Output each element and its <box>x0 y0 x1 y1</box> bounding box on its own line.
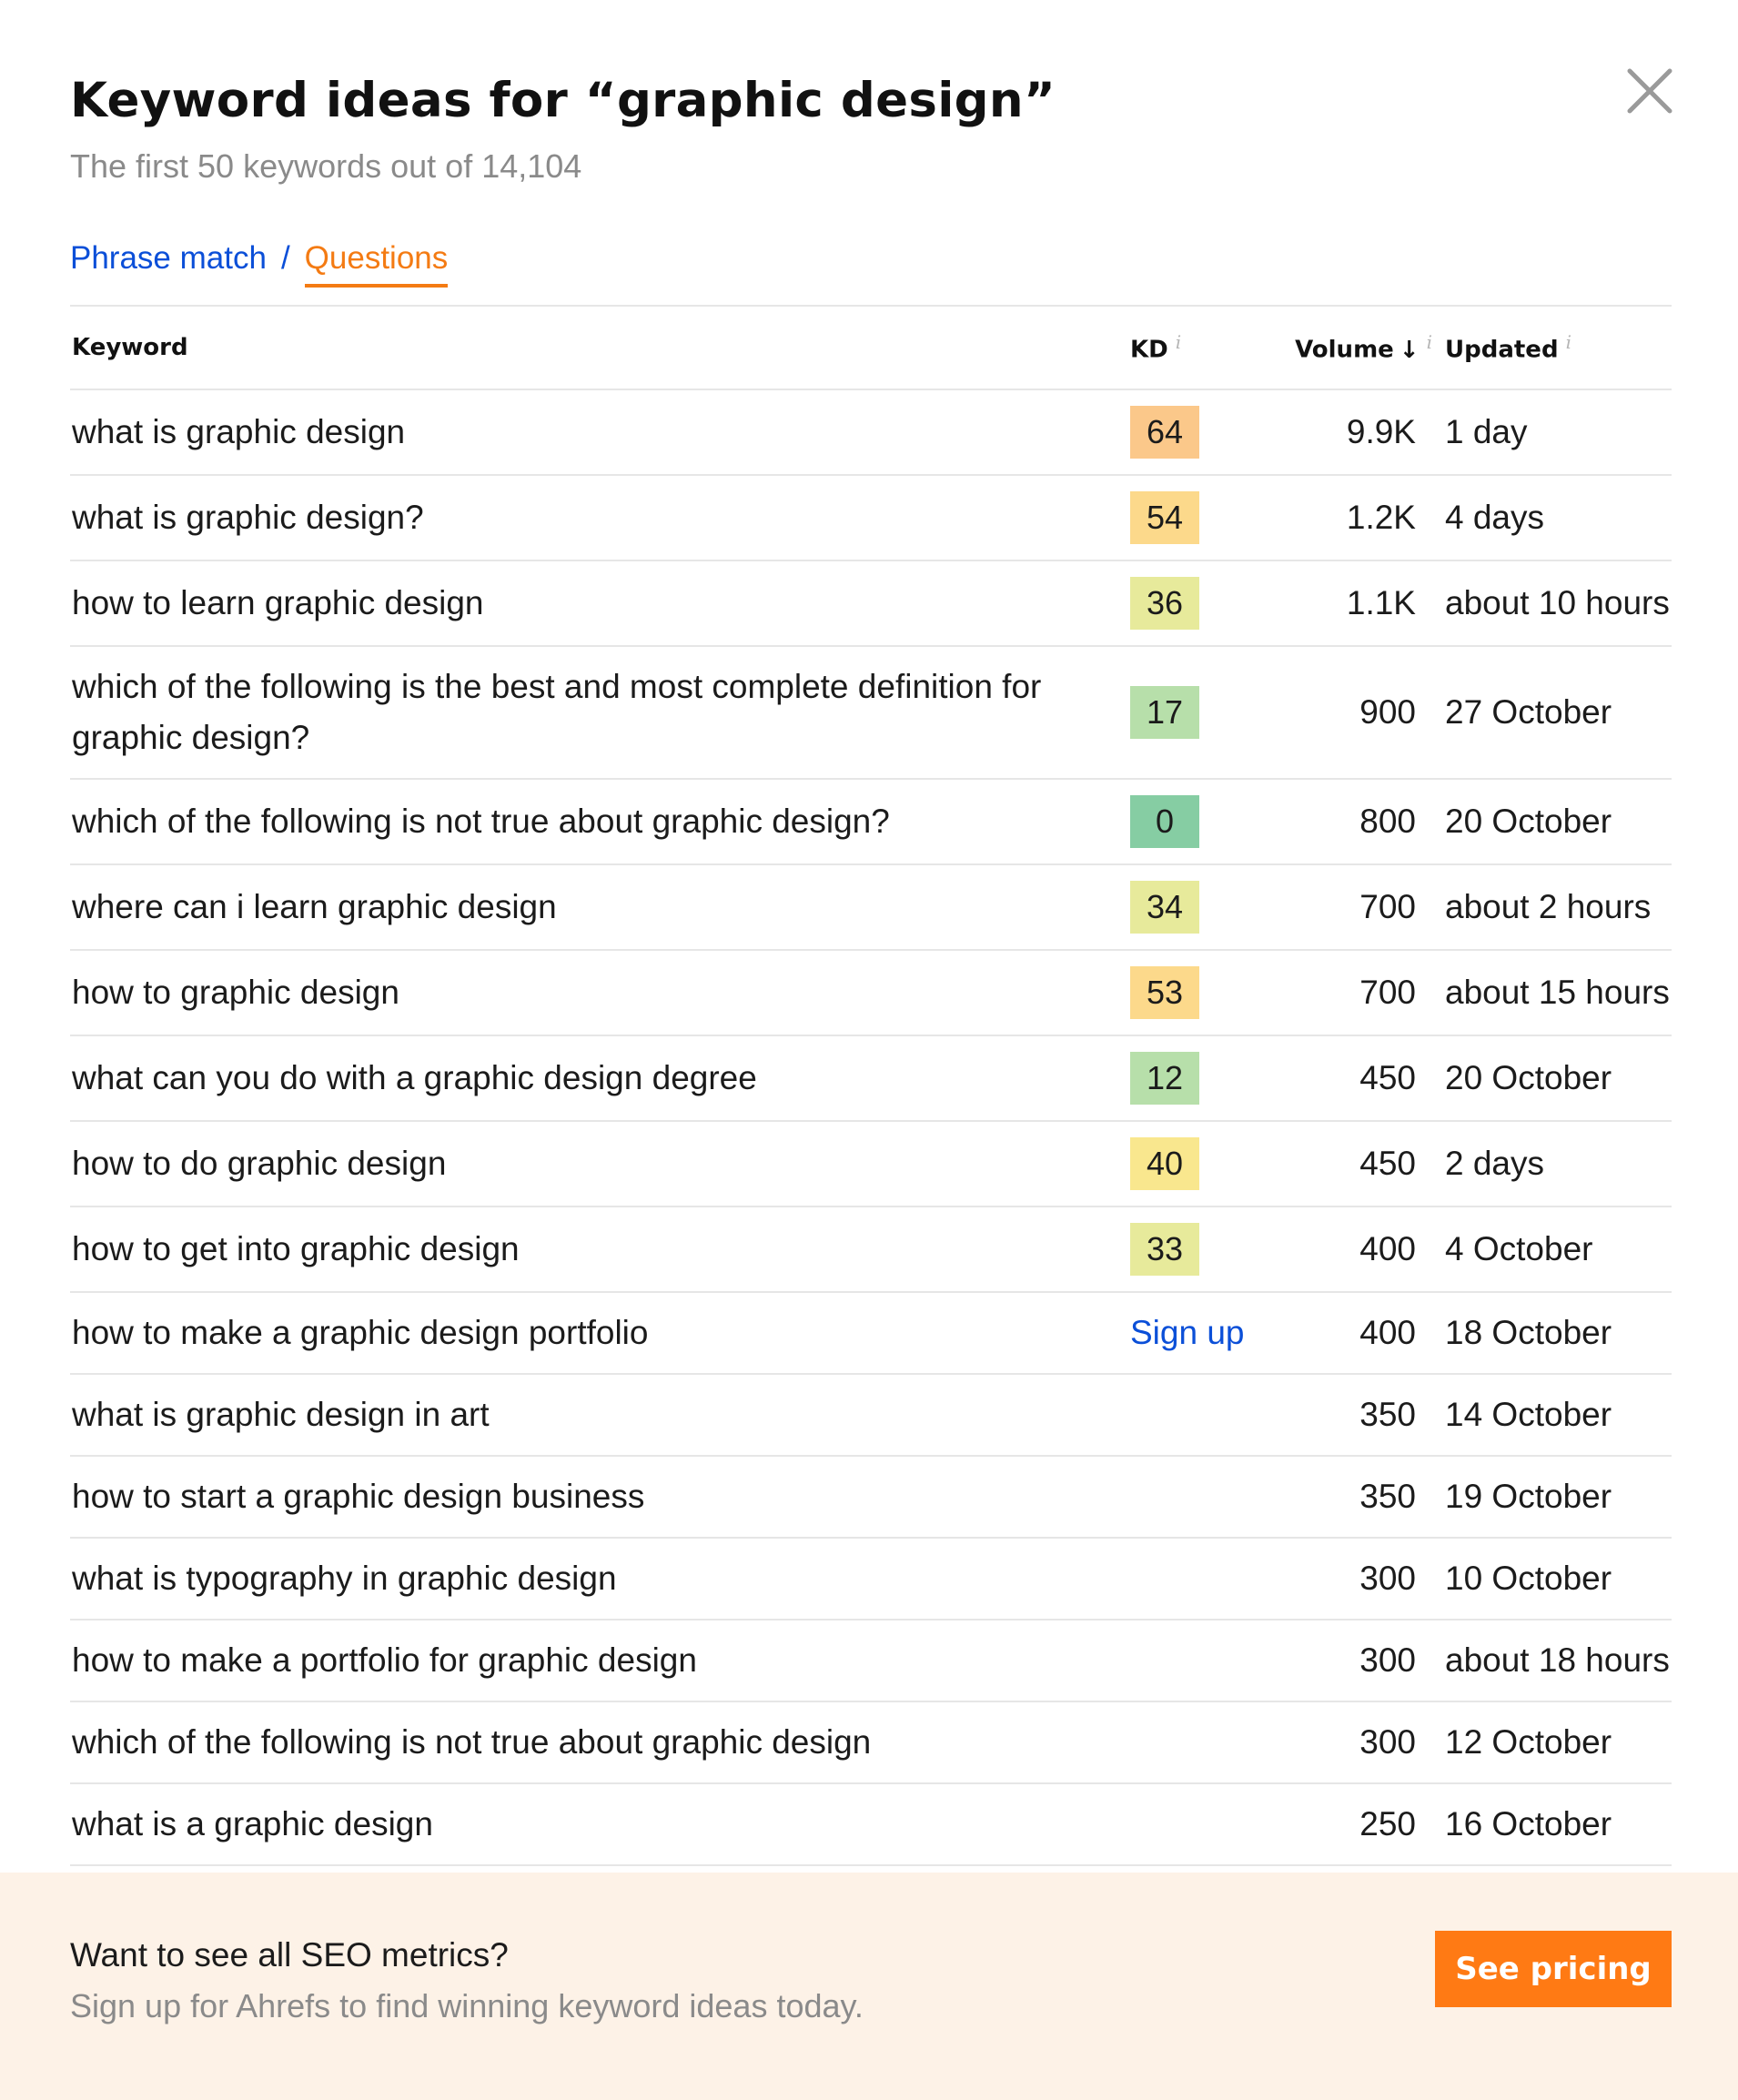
kd-badge: 34 <box>1130 881 1199 934</box>
volume-cell: 9.9K <box>1346 413 1416 450</box>
table-row <box>70 1036 1672 1122</box>
kd-cell <box>1130 1223 1267 1276</box>
info-icon[interactable]: i <box>1426 331 1432 354</box>
column-header-updated-label: Updated <box>1445 336 1559 364</box>
keyword-cell: what is graphic design? <box>72 499 424 536</box>
table-row <box>70 1539 1672 1620</box>
updated-cell: 10 October <box>1445 1560 1612 1597</box>
upsell-text <box>70 1933 864 2029</box>
info-icon[interactable]: i <box>1565 331 1571 354</box>
table-row <box>70 1702 1672 1784</box>
kd-cell <box>1130 577 1267 630</box>
upsell-footer <box>0 1873 1738 2100</box>
table-row <box>70 1784 1672 1866</box>
volume-cell: 300 <box>1359 1641 1416 1679</box>
kd-cell <box>1130 966 1267 1019</box>
table-row <box>70 1207 1672 1293</box>
volume-cell: 1.2K <box>1346 499 1416 536</box>
table-row <box>70 1457 1672 1539</box>
column-header-updated[interactable] <box>1445 331 1672 364</box>
match-tabs <box>70 240 448 288</box>
column-header-volume[interactable] <box>1267 331 1445 364</box>
updated-cell: 16 October <box>1445 1805 1612 1843</box>
table-row <box>70 951 1672 1036</box>
table-row <box>70 561 1672 647</box>
table-row <box>70 647 1672 780</box>
volume-cell: 300 <box>1359 1560 1416 1597</box>
upsell-subtitle: Sign up for Ahrefs to find winning keyword ideas today. <box>70 1987 864 2024</box>
keyword-cell: what is graphic design in art <box>72 1396 490 1433</box>
updated-cell: 12 October <box>1445 1723 1612 1761</box>
kd-badge: 33 <box>1130 1223 1199 1276</box>
kd-badge: 17 <box>1130 686 1199 739</box>
updated-cell: 19 October <box>1445 1478 1612 1515</box>
kd-badge: 36 <box>1130 577 1199 630</box>
kd-cell <box>1130 491 1267 544</box>
page-subtitle: The first 50 keywords out of 14,104 <box>70 147 582 185</box>
keyword-cell: how to do graphic design <box>72 1145 447 1182</box>
table-row <box>70 390 1672 476</box>
volume-cell: 400 <box>1359 1230 1416 1267</box>
keyword-cell: how to make a graphic design portfolio <box>72 1314 649 1351</box>
kd-badge: 40 <box>1130 1137 1199 1190</box>
kd-badge: 12 <box>1130 1052 1199 1105</box>
kd-cell <box>1130 881 1267 934</box>
kd-badge: 54 <box>1130 491 1199 544</box>
sort-down-arrow-icon: ↓ <box>1399 336 1420 364</box>
tab-phrase-match[interactable]: Phrase match <box>70 240 267 276</box>
updated-cell: about 2 hours <box>1445 888 1652 925</box>
volume-cell: 250 <box>1359 1805 1416 1843</box>
updated-cell: about 10 hours <box>1445 584 1670 621</box>
updated-cell: 4 October <box>1445 1230 1593 1267</box>
updated-cell: 4 days <box>1445 499 1545 536</box>
table-row <box>70 1293 1672 1375</box>
keyword-cell: what is graphic design <box>72 413 406 450</box>
volume-cell: 450 <box>1359 1059 1416 1096</box>
kd-cell <box>1130 1314 1267 1352</box>
table-row <box>70 865 1672 951</box>
volume-cell: 350 <box>1359 1478 1416 1515</box>
volume-cell: 700 <box>1359 888 1416 925</box>
volume-cell: 800 <box>1359 803 1416 840</box>
keyword-cell: what can you do with a graphic design degree <box>72 1059 757 1096</box>
keyword-cell: how to start a graphic design business <box>72 1478 645 1515</box>
upsell-title: Want to see all SEO metrics? <box>70 1936 509 1974</box>
table-row <box>70 1620 1672 1702</box>
volume-cell: 700 <box>1359 974 1416 1011</box>
updated-cell: 18 October <box>1445 1314 1612 1351</box>
keyword-cell: how to learn graphic design <box>72 584 484 621</box>
keyword-cell: how to make a portfolio for graphic design <box>72 1641 697 1679</box>
keyword-cell: which of the following is not true about graphic design? <box>72 803 890 840</box>
info-icon[interactable]: i <box>1175 331 1182 354</box>
keyword-cell: what is a graphic design <box>72 1805 433 1843</box>
keyword-cell: what is typography in graphic design <box>72 1560 617 1597</box>
kd-badge: 53 <box>1130 966 1199 1019</box>
updated-cell: 1 day <box>1445 413 1528 450</box>
keyword-cell: how to graphic design <box>72 974 399 1011</box>
updated-cell: about 18 hours <box>1445 1641 1670 1679</box>
table-row <box>70 1122 1672 1207</box>
kd-badge: 64 <box>1130 406 1199 459</box>
volume-cell: 300 <box>1359 1723 1416 1761</box>
column-header-kd[interactable] <box>1130 331 1267 364</box>
volume-cell: 350 <box>1359 1396 1416 1433</box>
updated-cell: 20 October <box>1445 1059 1612 1096</box>
volume-cell: 400 <box>1359 1314 1416 1351</box>
volume-cell: 450 <box>1359 1145 1416 1182</box>
column-header-volume-label: Volume <box>1295 336 1394 364</box>
see-pricing-button[interactable]: See pricing <box>1435 1931 1672 2007</box>
kd-cell <box>1130 686 1267 739</box>
tab-separator: / <box>280 240 290 276</box>
updated-cell: 20 October <box>1445 803 1612 840</box>
kd-cell <box>1130 1052 1267 1105</box>
sign-up-link[interactable]: Sign up <box>1130 1314 1245 1351</box>
close-icon <box>1624 66 1675 116</box>
tab-questions[interactable]: Questions <box>305 240 449 288</box>
column-header-keyword[interactable] <box>70 334 1130 361</box>
keyword-cell: how to get into graphic design <box>72 1230 520 1267</box>
updated-cell: about 15 hours <box>1445 974 1670 1011</box>
updated-cell: 27 October <box>1445 693 1612 731</box>
table-row <box>70 476 1672 561</box>
updated-cell: 14 October <box>1445 1396 1612 1433</box>
updated-cell: 2 days <box>1445 1145 1545 1182</box>
keyword-cell: which of the following is not true about graphic design <box>72 1723 872 1761</box>
kd-badge: 0 <box>1130 795 1199 848</box>
page-title: Keyword ideas for “graphic design” <box>70 73 1056 128</box>
keywords-table <box>70 305 1672 1866</box>
modal-header <box>70 64 1056 187</box>
table-row <box>70 780 1672 865</box>
kd-cell <box>1130 1137 1267 1190</box>
close-button[interactable] <box>1624 66 1675 116</box>
keyword-cell: which of the following is the best and most complete definition for graphic design? <box>72 668 1042 756</box>
volume-cell: 1.1K <box>1346 584 1416 621</box>
kd-cell <box>1130 406 1267 459</box>
keyword-cell: where can i learn graphic design <box>72 888 557 925</box>
table-body <box>70 390 1672 1866</box>
table-row <box>70 1375 1672 1457</box>
table-header <box>70 307 1672 390</box>
volume-cell: 900 <box>1359 693 1416 731</box>
column-header-keyword-label: Keyword <box>72 334 188 361</box>
kd-cell <box>1130 795 1267 848</box>
column-header-kd-label: KD <box>1130 336 1168 364</box>
